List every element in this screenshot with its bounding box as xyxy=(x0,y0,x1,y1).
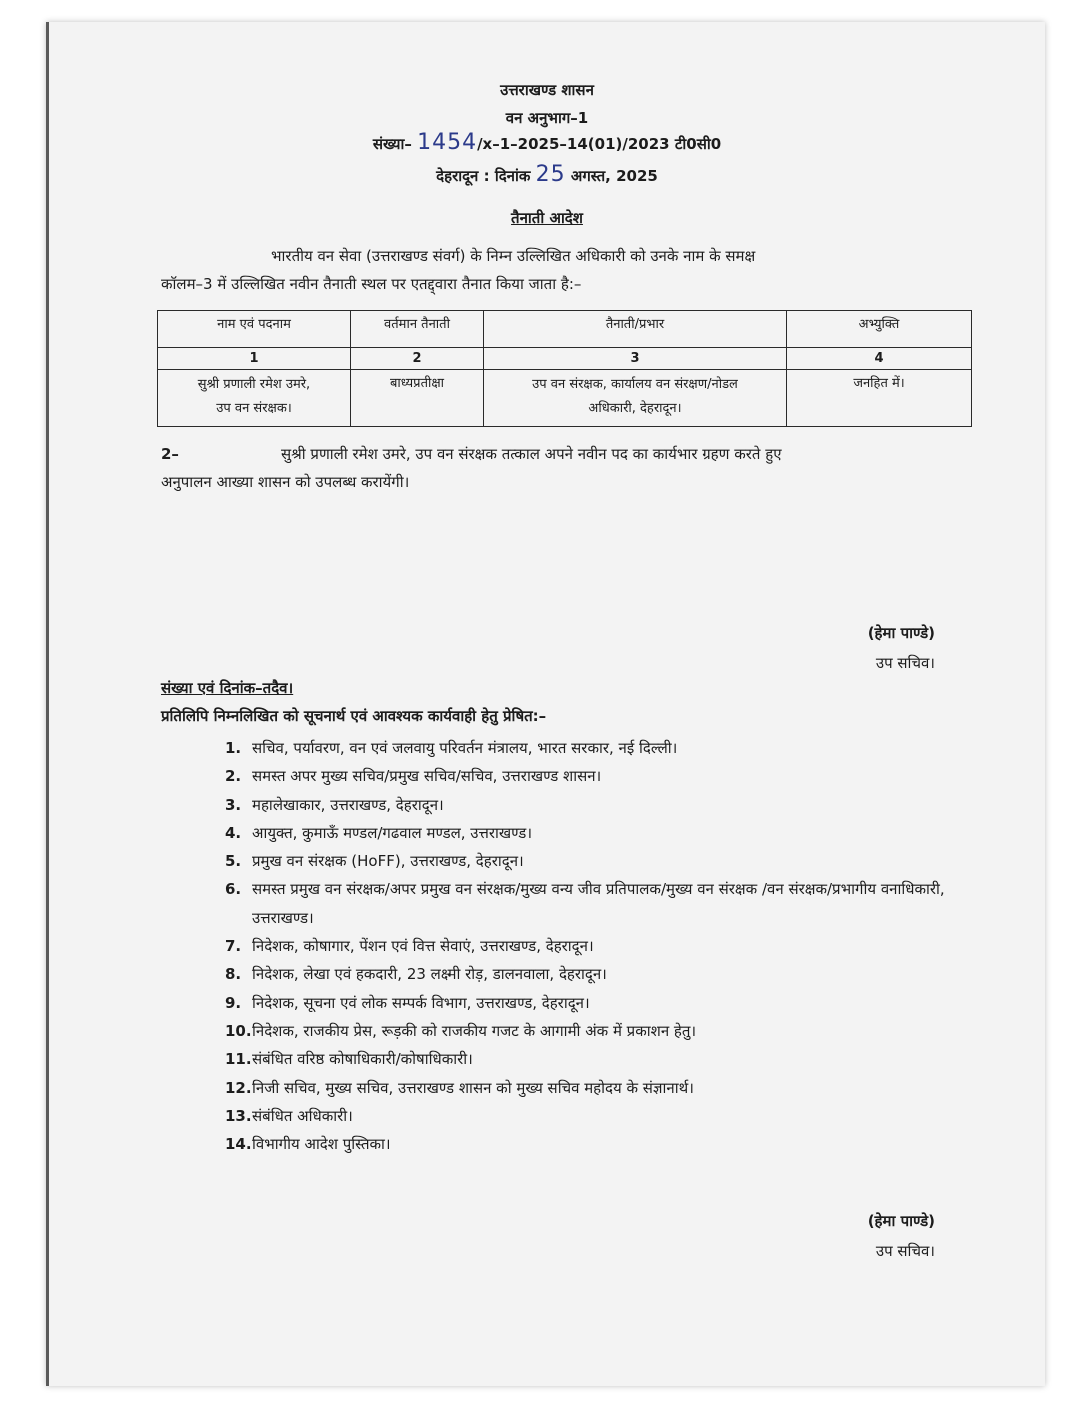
list-item-number: 14. xyxy=(225,1135,252,1154)
table-row xyxy=(158,370,972,427)
para2-number: 2– xyxy=(161,445,179,463)
list-item-number: 7. xyxy=(225,937,242,956)
list-item xyxy=(225,819,985,847)
list-item-text: आयुक्त, कुमाऊँ मण्डल/गढवाल मण्डल, उत्तराखण्ड। xyxy=(252,823,533,842)
list-item xyxy=(225,960,985,988)
cell-posting xyxy=(484,370,787,427)
handwritten-number: 1454 xyxy=(417,130,478,155)
order-number xyxy=(49,130,1045,155)
list-item xyxy=(225,1074,985,1102)
list-item-number: 4. xyxy=(225,823,242,842)
list-item-text: निदेशक, राजकीय प्रेस, रूड़की को राजकीय गजट के आगामी अंक में प्रकाशन हेतु। xyxy=(252,1021,697,1040)
list-item-text: निजी सचिव, मुख्य सचिव, उत्तराखण्ड शासन को मुख्य सचिव महोदय के संज्ञानार्थ। xyxy=(252,1078,694,1097)
col-number-3: 3 xyxy=(484,348,787,370)
list-item-text: संबंधित अधिकारी। xyxy=(252,1106,353,1125)
table-header-row xyxy=(158,311,972,348)
intro-line-2: कॉलम–3 में उल्लिखित नवीन तैनाती स्थल पर एतद्द्वारा तैनात किया जाता है:– xyxy=(161,275,582,293)
signatory-designation-2: उप सचिव। xyxy=(875,1242,935,1260)
order-title: तैनाती आदेश xyxy=(511,209,583,227)
list-item-text: समस्त प्रमुख वन संरक्षक/अपर प्रमुख वन संरक्षक/मुख्य वन्य जीव प्रतिपालक/मुख्य वन संरक्षक /वन संरक्षक/प्रभागीय वनाधिकारी, उत्तराखण्ड। xyxy=(252,880,945,927)
copy-heading: प्रतिलिपि निम्नलिखित को सूचनार्थ एवं आवश्यक कार्यवाही हेतु प्रेषित:– xyxy=(161,707,547,725)
list-item-number: 3. xyxy=(225,795,242,814)
header-remark: अभ्युक्ति xyxy=(787,311,972,348)
list-item xyxy=(225,989,985,1017)
list-item-number: 1. xyxy=(225,739,242,757)
list-item-number: 2. xyxy=(225,767,242,786)
list-item xyxy=(225,847,985,875)
list-item-number: 13. xyxy=(225,1106,252,1125)
intro-line-1: भारतीय वन सेवा (उत्तराखण्ड संवर्ग) के निम्न उल्लिखित अधिकारी को उनके नाम के समक्ष xyxy=(271,247,756,265)
list-item-text: संबंधित वरिष्ठ कोषाधिकारी/कोषाधिकारी। xyxy=(252,1050,473,1069)
signature-block-2 xyxy=(868,1206,935,1266)
order-date xyxy=(49,162,1045,187)
list-item-text: विभागीय आदेश पुस्तिका। xyxy=(252,1135,391,1154)
copy-reference: संख्या एवं दिनांक–तदैव। xyxy=(161,679,294,697)
list-item xyxy=(225,734,985,762)
list-item-number: 11. xyxy=(225,1050,252,1069)
list-item xyxy=(225,1045,985,1073)
list-item-text: निदेशक, लेखा एवं हकदारी, 23 लक्ष्मी रोड़, डालनवाला, देहरादून। xyxy=(252,965,607,984)
government-name: उत्तराखण्ड शासन xyxy=(500,81,594,99)
cell-posting-line-1: उप वन संरक्षक, कार्यालय वन संरक्षण/नोडल xyxy=(532,377,738,392)
list-item xyxy=(225,1017,985,1045)
header-current: वर्तमान तैनाती xyxy=(351,311,484,348)
copy-list xyxy=(225,734,985,1158)
number-suffix: /x–1–2025–14(01)/2023 टी0सी0 xyxy=(477,135,722,153)
list-item-number: 9. xyxy=(225,993,242,1012)
list-item-text: निदेशक, सूचना एवं लोक सम्पर्क विभाग, उत्तराखण्ड, देहरादून। xyxy=(252,993,590,1012)
header-name: नाम एवं पदनाम xyxy=(158,311,351,348)
signatory-designation: उप सचिव। xyxy=(875,654,935,672)
list-item-text: निदेशक, कोषागार, पेंशन एवं वित्त सेवाएं, उत्तराखण्ड, देहरादून। xyxy=(252,937,594,956)
list-item-text: महालेखाकार, उत्तराखण्ड, देहरादून। xyxy=(252,795,444,814)
list-item-number: 10. xyxy=(225,1021,252,1040)
list-item-number: 12. xyxy=(225,1078,252,1097)
signature-block xyxy=(868,618,935,678)
list-item xyxy=(225,1102,985,1130)
cell-posting-line-2: अधिकारी, देहरादून। xyxy=(588,401,682,416)
date-prefix: देहरादून : दिनांक xyxy=(436,167,531,185)
list-item-text: समस्त अपर मुख्य सचिव/प्रमुख सचिव/सचिव, उत्तराखण्ड शासन। xyxy=(252,767,602,786)
header-posting: तैनाती/प्रभार xyxy=(484,311,787,348)
document-page xyxy=(46,22,1045,1386)
handwritten-date: 25 xyxy=(535,162,566,187)
list-item xyxy=(225,762,985,790)
cell-current: बाध्यप्रतीक्षा xyxy=(351,370,484,427)
cell-name-line-2: उप वन संरक्षक। xyxy=(216,401,292,416)
list-item-number: 8. xyxy=(225,965,242,984)
posting-table xyxy=(157,310,972,427)
table-number-row xyxy=(158,348,972,370)
list-item xyxy=(225,932,985,960)
list-item-number: 5. xyxy=(225,852,242,871)
signatory-name-2: (हेमा पाण्डे) xyxy=(867,1212,935,1230)
cell-name-line-1: सुश्री प्रणाली रमेश उमरे, xyxy=(197,377,311,392)
para2-line-2: अनुपालन आख्या शासन को उपलब्ध करायेंगी। xyxy=(161,473,410,491)
cell-name xyxy=(158,370,351,427)
col-number-2: 2 xyxy=(351,348,484,370)
list-item xyxy=(225,875,985,932)
list-item-text: सचिव, पर्यावरण, वन एवं जलवायु परिवर्तन मंत्रालय, भारत सरकार, नई दिल्ली। xyxy=(252,739,678,757)
list-item-text: प्रमुख वन संरक्षक (HoFF), उत्तराखण्ड, देहरादून। xyxy=(252,852,524,871)
list-item xyxy=(225,1130,985,1158)
para2-line-1: सुश्री प्रणाली रमेश उमरे, उप वन संरक्षक तत्काल अपने नवीन पद का कार्यभार ग्रहण करते हुए xyxy=(281,445,782,463)
date-suffix: अगस्त, 2025 xyxy=(570,167,658,185)
col-number-4: 4 xyxy=(787,348,972,370)
cell-remark: जनहित में। xyxy=(787,370,972,427)
number-prefix: संख्या– xyxy=(372,135,412,153)
list-item-number: 6. xyxy=(225,880,242,899)
section-name: वन अनुभाग–1 xyxy=(505,109,589,127)
col-number-1: 1 xyxy=(158,348,351,370)
list-item xyxy=(225,791,985,819)
signatory-name: (हेमा पाण्डे) xyxy=(867,624,935,642)
